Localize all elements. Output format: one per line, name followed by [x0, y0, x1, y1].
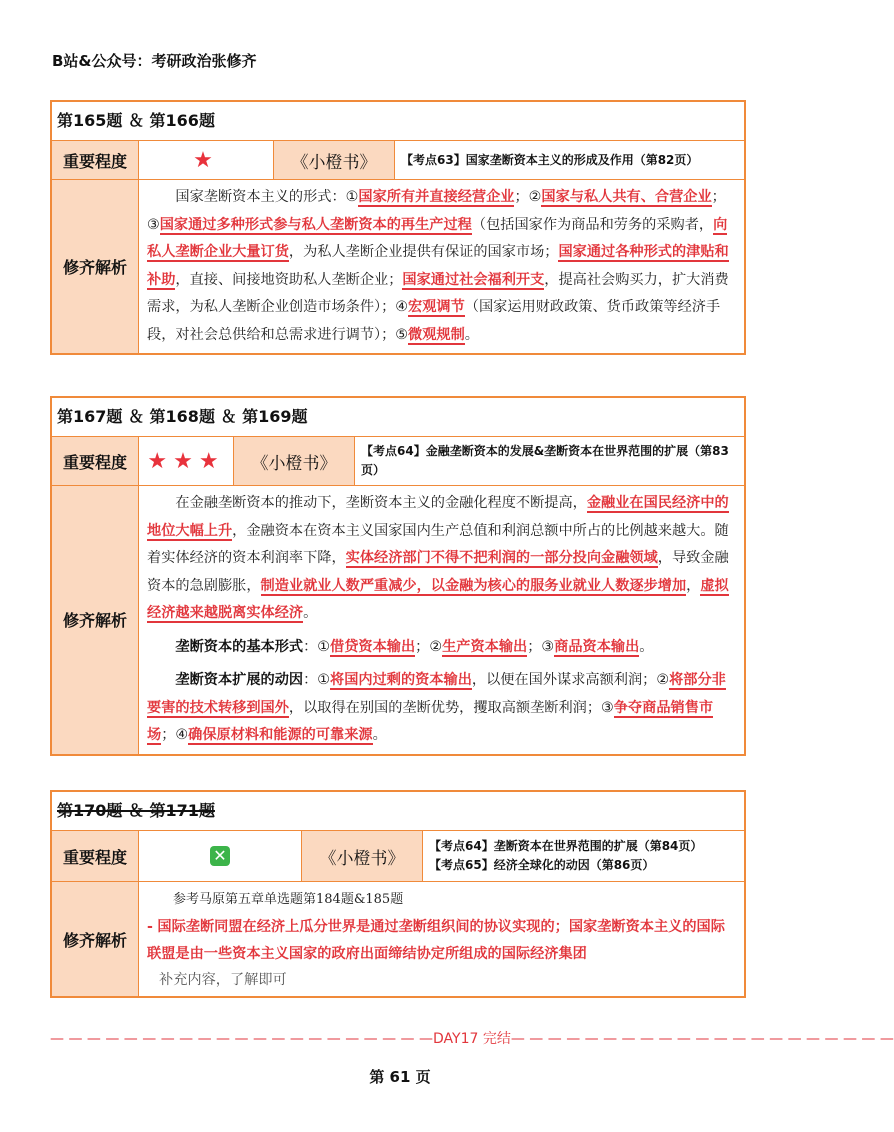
reference-cell	[355, 437, 744, 485]
analysis-point: - 国际垄断同盟在经济上瓜分世界是通过垄断组织间的协议实现的；国家垄断资本主义的国际联盟是由一些资本主义国家的政府出面缔结协定所组成的国际经济集团	[147, 919, 725, 962]
page-number: 第 61 页	[369, 1068, 431, 1086]
analysis-row	[52, 180, 744, 353]
reference-line: 【考点65】经济全球化的动因（第86页）	[429, 858, 655, 872]
analysis-text: 国家垄断资本主义的形式：①国家所有并直接经营企业；②国家与私人共有、合营企业；③国家通过多种形式参与私人垄断资本的再生产过程（包括国家作为商品和劳务的采购者，向私人垄断企业大量订货，为私人垄断企业提供有保证的国家市场；国家通过各种形式的津贴和补助，直接、间接地资助私人垄断企业；国家通过社会福利开支，提高社会购买力，扩大消费需求，为私人垄断企业创造市场条件）；④宏观调节（国家运用财政政策、货币政策等经济手段，对社会总供给和总需求进行调节）；⑤微观规制。	[147, 189, 729, 343]
importance-label: 重要程度	[52, 831, 139, 881]
reference-cell	[395, 141, 744, 179]
question-card-167-169	[50, 396, 746, 756]
reference-note: 参考马原第五章单选题第184题&185题	[173, 892, 404, 907]
book-label: 《小橙书》	[234, 437, 355, 485]
day-end-divider: — — — — — — — — — — — — — — — — — — — — —DAY17 完结— — — — — — — — — — — — — — — — — — — — —	[50, 1031, 894, 1047]
importance-row	[52, 141, 744, 180]
analysis-label: 修齐解析	[52, 180, 139, 353]
question-card-165-166	[50, 100, 746, 355]
star-rating: ★★★	[139, 437, 234, 485]
book-label: 《小橙书》	[274, 141, 395, 179]
importance-label: 重要程度	[52, 437, 139, 485]
card-title: 第167题 ＆ 第168题 ＆ 第169题	[52, 398, 744, 437]
star-rating: ★	[139, 141, 274, 179]
importance-row	[52, 831, 744, 882]
analysis-row	[52, 882, 744, 996]
reference-cell	[423, 831, 744, 881]
analysis-label: 修齐解析	[52, 486, 139, 754]
analysis-label: 修齐解析	[52, 882, 139, 996]
analysis-text: 在金融垄断资本的推动下，垄断资本主义的金融化程度不断提高，金融业在国民经济中的地位大幅上升，金融资本在资本主义国家国内生产总值和利润总额中所占的比例越来越大。随着实体经济的资本利润率下降，实体经济部门不得不把利润的一部分投向金融领域，导致金融资本的急剧膨胀，制造业就业人数严重减少，以金融为核心的服务业就业人数逐步增加，虚拟经济越来越脱离实体经济。 垄断资本的基本形式：①借贷资本输出；②生产资本输出；③商品资本输出。 垄断资本扩展的动因：①将国内过剩的资本输出，以便在国外谋求高额利润；②将部分非要害的技术转移到国外，以取得在别国的垄断优势，攫取高额垄断利润；③争夺商品销售市场；④确保原材料和能源的可靠来源。	[147, 495, 729, 743]
importance-label: 重要程度	[52, 141, 139, 179]
reference-line: 【考点64】金融垄断资本的发展&垄断资本在世界范围的扩展（第83页）	[361, 444, 729, 477]
cross-mark-icon: ✕	[210, 846, 230, 866]
excluded-cell	[139, 831, 302, 881]
importance-row	[52, 437, 744, 486]
question-card-170-171	[50, 790, 746, 998]
book-label: 《小橙书》	[302, 831, 423, 881]
reference-line: 【考点63】国家垄断资本主义的形成及作用（第82页）	[401, 152, 699, 167]
card-title: 第165题 ＆ 第166题	[52, 102, 744, 141]
analysis-text	[139, 882, 744, 996]
analysis-row	[52, 486, 744, 754]
supplement-note: 补充内容，了解即可	[159, 972, 287, 988]
card-title: 第170题 ＆ 第171题	[52, 792, 744, 831]
bullet: -	[147, 919, 153, 935]
reference-line: 【考点64】垄断资本在世界范围的扩展（第84页）	[429, 839, 703, 853]
source-header: B站&公众号：考研政治张修齐	[52, 52, 257, 70]
